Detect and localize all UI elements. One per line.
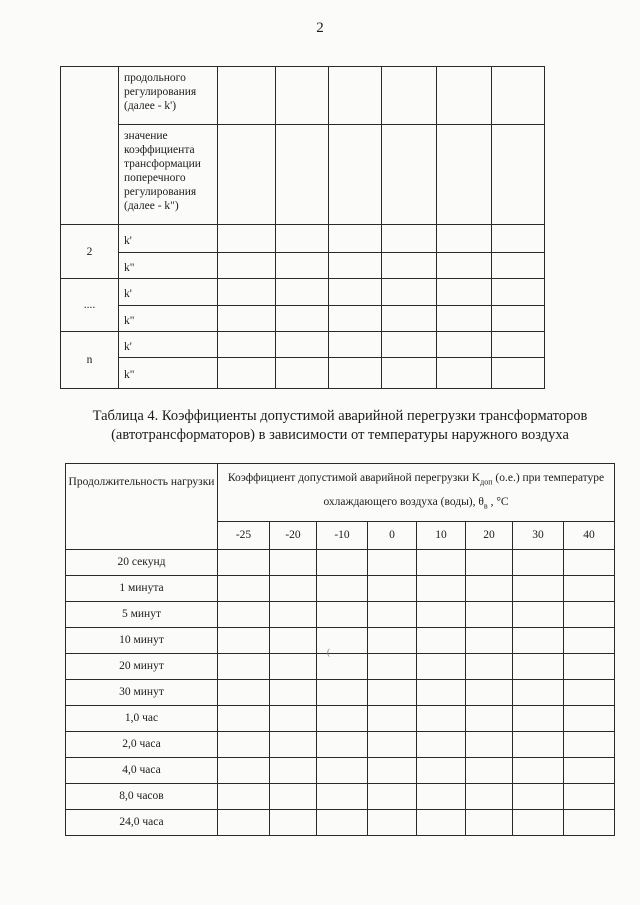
table-row	[66, 809, 615, 835]
duration-label: 20 минут	[66, 653, 218, 679]
empty-cell	[564, 731, 615, 757]
empty-cell	[513, 575, 564, 601]
empty-cell	[270, 653, 317, 679]
empty-cell	[317, 757, 368, 783]
empty-cell	[513, 549, 564, 575]
empty-cell	[492, 253, 545, 279]
empty-cell	[218, 332, 276, 358]
empty-cell	[513, 653, 564, 679]
duration-label: 30 минут	[66, 679, 218, 705]
empty-cell	[329, 358, 382, 389]
empty-cell	[218, 783, 270, 809]
empty-cell	[218, 549, 270, 575]
empty-cell	[317, 679, 368, 705]
empty-cell	[270, 731, 317, 757]
empty-cell	[218, 358, 276, 389]
table-row	[66, 757, 615, 783]
coef-header-text-2: (о.е.) при температуре охлаждающего воздуха (воды), θ	[323, 472, 605, 509]
empty-cell	[276, 279, 329, 306]
empty-cell	[317, 549, 368, 575]
table-row	[61, 253, 545, 279]
empty-cell	[329, 279, 382, 306]
empty-cell	[276, 306, 329, 332]
table-row	[66, 549, 615, 575]
empty-cell	[513, 783, 564, 809]
empty-cell	[417, 731, 466, 757]
table-4-body	[66, 549, 615, 835]
empty-cell	[368, 679, 417, 705]
empty-cell	[564, 783, 615, 809]
temperature-header: 0	[368, 521, 417, 549]
empty-cell	[437, 253, 492, 279]
temperature-header: 30	[513, 521, 564, 549]
table-row	[66, 575, 615, 601]
coef-header-text-1: Коэффициент допустимой аварийной перегрузки K	[227, 472, 481, 484]
empty-cell	[368, 653, 417, 679]
empty-cell	[466, 575, 513, 601]
empty-cell	[317, 627, 368, 653]
table-row	[61, 225, 545, 253]
empty-cell	[317, 653, 368, 679]
table-row	[61, 67, 545, 125]
group-number: ....	[61, 279, 119, 332]
coef-header-sub-2: в	[483, 501, 488, 511]
empty-cell	[492, 332, 545, 358]
table-row	[61, 358, 545, 389]
empty-cell	[466, 653, 513, 679]
empty-cell	[270, 601, 317, 627]
temperature-header: 10	[417, 521, 466, 549]
row-label-transverse: значение коэффициента трансформации поперечного регулирования (далее - k")	[119, 125, 218, 225]
empty-cell	[492, 358, 545, 389]
duration-label: 20 секунд	[66, 549, 218, 575]
empty-cell	[276, 225, 329, 253]
table-4-caption	[60, 407, 620, 445]
empty-cell	[276, 358, 329, 389]
table-4	[65, 463, 615, 836]
table-row	[66, 731, 615, 757]
empty-cell	[329, 306, 382, 332]
temperature-header: -20	[270, 521, 317, 549]
empty-cell	[466, 757, 513, 783]
empty-cell	[382, 358, 437, 389]
empty-cell	[513, 601, 564, 627]
duration-label: 2,0 часа	[66, 731, 218, 757]
empty-cell	[466, 731, 513, 757]
empty-cell	[417, 627, 466, 653]
empty-cell	[417, 679, 466, 705]
empty-cell	[382, 225, 437, 253]
page-number: 2	[316, 20, 324, 36]
empty-cell	[270, 757, 317, 783]
empty-cell	[466, 601, 513, 627]
empty-cell	[492, 306, 545, 332]
empty-cell	[368, 549, 417, 575]
empty-cell	[218, 225, 276, 253]
group-number: n	[61, 332, 119, 389]
table-row	[66, 679, 615, 705]
temperature-header: 40	[564, 521, 615, 549]
empty-cell	[492, 279, 545, 306]
temperature-header: -10	[317, 521, 368, 549]
empty-cell	[382, 306, 437, 332]
empty-cell	[276, 332, 329, 358]
coefficient-label: k"	[119, 253, 218, 279]
empty-cell	[437, 279, 492, 306]
empty-cell	[317, 731, 368, 757]
table-row	[61, 332, 545, 358]
empty-cell	[270, 575, 317, 601]
empty-cell	[417, 809, 466, 835]
empty-cell	[513, 757, 564, 783]
coef-header-sub-1: доп	[480, 477, 493, 487]
empty-cell	[270, 627, 317, 653]
coefficient-label: k'	[119, 225, 218, 253]
table-row	[61, 125, 545, 225]
empty-cell	[382, 279, 437, 306]
table-row	[66, 783, 615, 809]
empty-cell	[317, 783, 368, 809]
empty-cell	[368, 575, 417, 601]
empty-cell	[317, 601, 368, 627]
table-row	[61, 306, 545, 332]
empty-cell	[437, 306, 492, 332]
coefficient-label: k"	[119, 358, 218, 389]
table-cell	[61, 67, 119, 225]
empty-cell	[564, 679, 615, 705]
coefficient-label: k"	[119, 306, 218, 332]
duration-label: 5 минут	[66, 601, 218, 627]
empty-cell	[276, 253, 329, 279]
temperature-header: -25	[218, 521, 270, 549]
row-label-longitudinal: продольного регулирования (далее - k')	[119, 67, 218, 125]
empty-cell	[270, 783, 317, 809]
empty-cell	[417, 757, 466, 783]
duration-label: 4,0 часа	[66, 757, 218, 783]
empty-cell	[466, 627, 513, 653]
empty-cell	[564, 549, 615, 575]
empty-cell	[317, 575, 368, 601]
empty-cell	[270, 679, 317, 705]
empty-cell	[218, 731, 270, 757]
empty-cell	[417, 653, 466, 679]
empty-cell	[270, 549, 317, 575]
empty-cell	[218, 809, 270, 835]
duration-label: 1 минута	[66, 575, 218, 601]
empty-cell	[466, 809, 513, 835]
empty-cell	[368, 627, 417, 653]
empty-cell	[564, 601, 615, 627]
table-row	[66, 653, 615, 679]
coefficient-header	[218, 464, 615, 522]
empty-cell	[437, 358, 492, 389]
empty-cell	[417, 549, 466, 575]
caption-line-1: Таблица 4. Коэффициенты допустимой аварийной перегрузки трансформаторов	[92, 408, 588, 424]
empty-cell	[218, 279, 276, 306]
empty-cell	[368, 757, 417, 783]
table-header-row	[66, 464, 615, 522]
empty-cell	[218, 679, 270, 705]
empty-cell	[466, 783, 513, 809]
empty-cell	[368, 783, 417, 809]
empty-cell	[513, 731, 564, 757]
empty-cell	[368, 731, 417, 757]
empty-cell	[564, 575, 615, 601]
empty-cell	[564, 809, 615, 835]
empty-cell	[564, 705, 615, 731]
table-3-continuation	[60, 66, 545, 389]
coef-header-text-3: , °С	[487, 496, 509, 509]
empty-cell	[492, 225, 545, 253]
duration-header: Продолжительность нагрузки	[66, 464, 218, 550]
duration-label: 10 минут	[66, 627, 218, 653]
empty-cell	[417, 783, 466, 809]
empty-cell	[329, 253, 382, 279]
empty-cell	[564, 757, 615, 783]
empty-cell	[513, 809, 564, 835]
empty-cell	[218, 601, 270, 627]
empty-cell	[466, 549, 513, 575]
group-number: 2	[61, 225, 119, 279]
empty-cell	[218, 757, 270, 783]
duration-label: 24,0 часа	[66, 809, 218, 835]
empty-cell	[564, 627, 615, 653]
empty-cell	[218, 253, 276, 279]
temperature-header: 20	[466, 521, 513, 549]
empty-cell	[329, 332, 382, 358]
empty-cell	[513, 679, 564, 705]
empty-cell	[417, 705, 466, 731]
empty-cell	[417, 575, 466, 601]
table-row	[66, 601, 615, 627]
empty-cell	[329, 225, 382, 253]
table-row	[66, 627, 615, 653]
empty-cell	[564, 653, 615, 679]
empty-cell	[417, 601, 466, 627]
empty-cell	[382, 253, 437, 279]
empty-cell	[437, 225, 492, 253]
table-row	[61, 279, 545, 306]
empty-cell	[218, 705, 270, 731]
empty-cell	[270, 705, 317, 731]
table-row	[66, 705, 615, 731]
coefficient-label: k'	[119, 332, 218, 358]
empty-cell	[317, 809, 368, 835]
empty-cell	[218, 575, 270, 601]
empty-cell	[466, 705, 513, 731]
duration-label: 8,0 часов	[66, 783, 218, 809]
empty-cell	[513, 627, 564, 653]
table-3-groups	[61, 225, 545, 389]
empty-cell	[437, 332, 492, 358]
caption-line-2: (автотрансформаторов) в зависимости от температуры наружного воздуха	[111, 427, 569, 443]
empty-cell	[270, 809, 317, 835]
duration-label: 1,0 час	[66, 705, 218, 731]
empty-cell	[368, 705, 417, 731]
empty-cell	[218, 306, 276, 332]
scan-mark: (	[327, 647, 330, 657]
coefficient-label: k'	[119, 279, 218, 306]
empty-cell	[466, 679, 513, 705]
empty-cell	[317, 705, 368, 731]
empty-cell	[218, 627, 270, 653]
empty-cell	[513, 705, 564, 731]
empty-cell	[382, 332, 437, 358]
empty-cell	[368, 601, 417, 627]
empty-cell	[218, 653, 270, 679]
empty-cell	[368, 809, 417, 835]
